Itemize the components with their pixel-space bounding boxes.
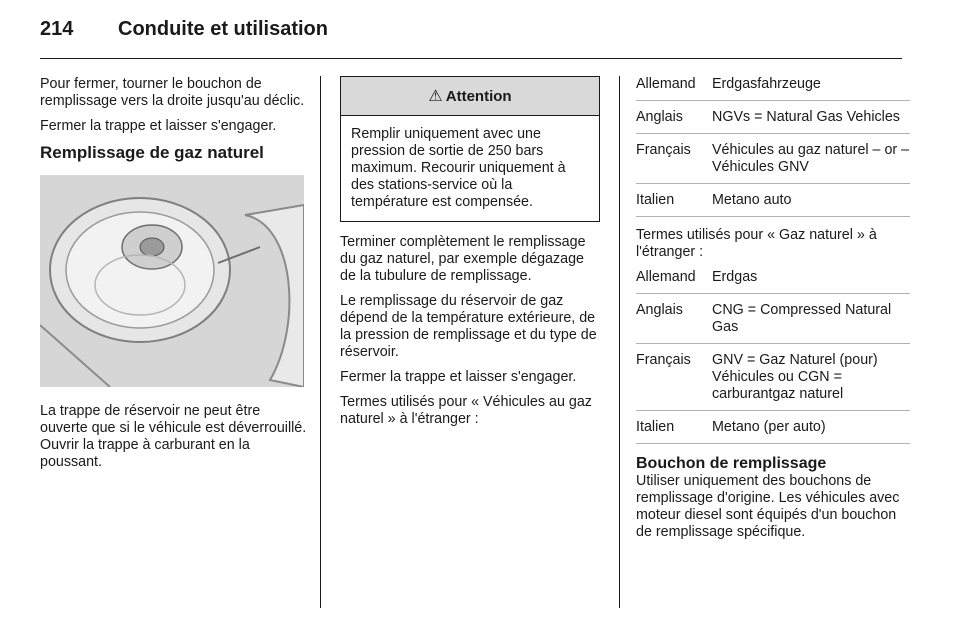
- column-divider-2: [619, 76, 620, 608]
- table-cell-language: Italien: [636, 184, 712, 217]
- table-cell-language: Anglais: [636, 101, 712, 134]
- paragraph: Termes utilisés pour « Gaz naturel » à l'étranger :: [636, 227, 877, 260]
- page-number: 214: [40, 18, 74, 40]
- column-1: [40, 76, 310, 479]
- section-heading: Remplissage de gaz naturel: [40, 143, 264, 162]
- attention-title: Attention: [445, 87, 512, 105]
- paragraph: Utiliser uniquement des bouchons de remplissage d'origine. Les véhicules avec moteur diesel sont équipés d'un bouchon de remplissage spécifique.: [636, 473, 900, 540]
- table-row: [636, 344, 910, 411]
- table-cell-term: Metano auto: [712, 184, 910, 217]
- warning-icon: ⚠: [428, 87, 443, 105]
- paragraph: Fermer la trappe et laisser s'engager.: [40, 118, 277, 134]
- paragraph: Pour fermer, tourner le bouchon de remplissage vers la droite jusqu'au déclic.: [40, 76, 305, 109]
- paragraph: Termes utilisés pour « Véhicules au gaz naturel » à l'étranger :: [340, 394, 592, 427]
- table-cell-language: Anglais: [636, 294, 712, 344]
- table-cell-term: Metano (per auto): [712, 411, 910, 444]
- table-row: [636, 134, 910, 184]
- column-3: [636, 76, 910, 549]
- table-row: [636, 184, 910, 217]
- table-row: [636, 76, 910, 101]
- paragraph: Le remplissage du réservoir de gaz dépend de la température extérieure, de la pression de remplissage et du type de réservoir.: [340, 293, 597, 360]
- section-heading: Bouchon de remplissage: [636, 455, 827, 472]
- page-title: Conduite et utilisation: [118, 18, 328, 40]
- fuel-door-photo: [40, 175, 304, 387]
- terms-table-vehicles: [636, 76, 910, 217]
- page-header: [40, 18, 328, 41]
- table-cell-language: Italien: [636, 411, 712, 444]
- table-cell-language: Allemand: [636, 76, 712, 101]
- paragraph: Terminer complètement le remplissage du gaz naturel, par exemple dégazage de la tubulure de remplissage.: [340, 234, 586, 284]
- table-cell-language: Allemand: [636, 269, 712, 294]
- attention-box: [340, 76, 600, 222]
- table-cell-term: GNV = Gaz Naturel (pour) Véhicules ou CGN = carburantgaz naturel: [712, 344, 910, 411]
- table-row: [636, 411, 910, 444]
- table-cell-term: Véhicules au gaz naturel – or – Véhicules GNV: [712, 134, 910, 184]
- table-cell-term: NGVs = Natural Gas Vehicles: [712, 101, 910, 134]
- attention-text: Remplir uniquement avec une pression de sortie de 250 bars maximum. Recourir uniquement à des stations-service où la température est compensée.: [351, 126, 566, 210]
- table-cell-language: Français: [636, 134, 712, 184]
- column-divider-1: [320, 76, 321, 608]
- fuel-door-illustration: [40, 175, 304, 387]
- terms-table-gas: [636, 269, 910, 444]
- table-row: [636, 269, 910, 294]
- table-cell-language: Français: [636, 344, 712, 411]
- paragraph: La trappe de réservoir ne peut être ouverte que si le véhicule est déverrouillé. Ouvrir la trappe à carburant en la poussant.: [40, 403, 307, 470]
- attention-header: [341, 77, 599, 116]
- paragraph: Fermer la trappe et laisser s'engager.: [340, 369, 577, 385]
- table-row: [636, 294, 910, 344]
- table-row: [636, 101, 910, 134]
- column-2: [340, 76, 602, 436]
- table-cell-term: CNG = Compressed Natural Gas: [712, 294, 910, 344]
- table-cell-term: Erdgas: [712, 269, 910, 294]
- table-cell-term: Erdgasfahrzeuge: [712, 76, 910, 101]
- header-rule: [40, 58, 902, 59]
